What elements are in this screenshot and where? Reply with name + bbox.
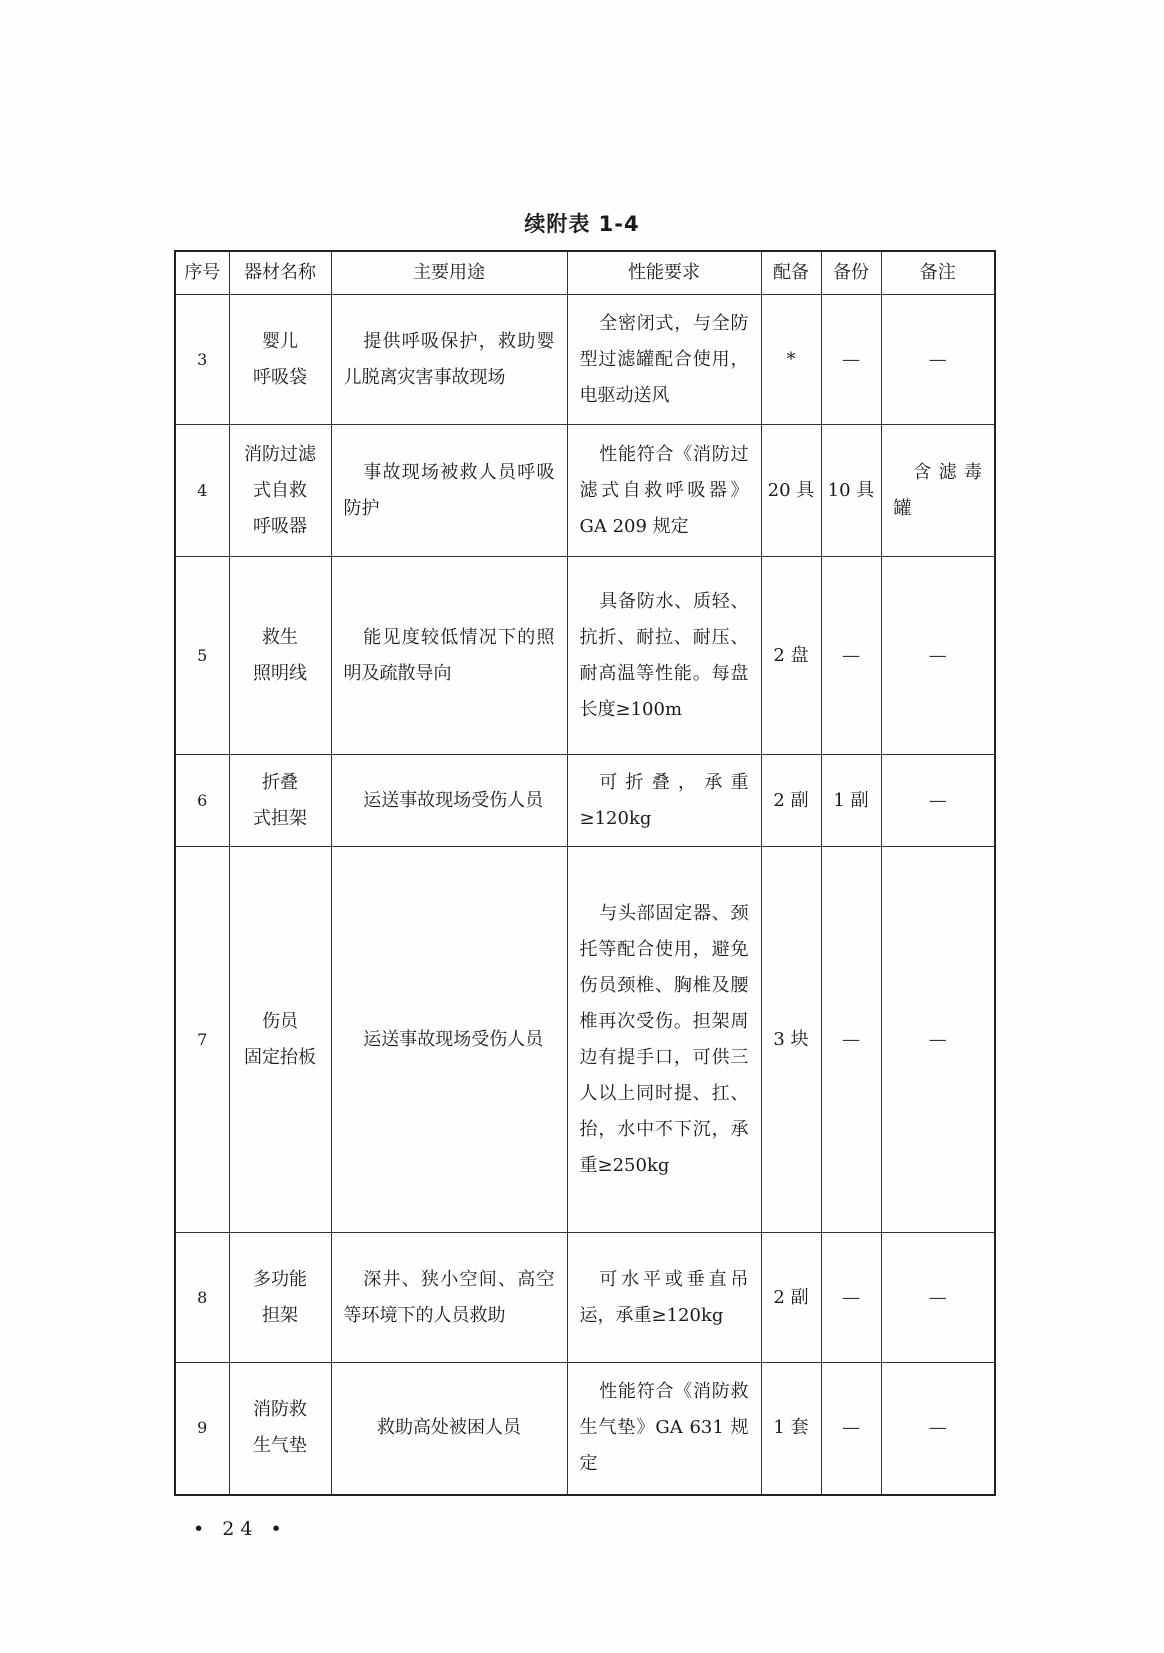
cell-name: [229, 1233, 331, 1363]
name-line: 式自救: [253, 479, 307, 501]
cell-performance: 性能符合《消防救生气垫》GA 631 规定: [567, 1363, 761, 1495]
table-row: [175, 755, 995, 847]
name-line: 照明线: [253, 662, 307, 684]
cell-equip: 2 盘: [761, 557, 821, 755]
cell-equip: 2 副: [761, 1233, 821, 1363]
cell-backup: —: [821, 847, 881, 1233]
cell-note: —: [881, 1363, 995, 1495]
cell-no: 3: [175, 295, 229, 425]
cell-backup: —: [821, 295, 881, 425]
header-use: 主要用途: [331, 251, 567, 295]
name-line: 生气垫: [253, 1435, 307, 1457]
header-name: 器材名称: [229, 251, 331, 295]
cell-use: 能见度较低情况下的照明及疏散导向: [331, 557, 567, 755]
cell-name: [229, 847, 331, 1233]
cell-equip: 20 具: [761, 425, 821, 557]
name-line: 担架: [262, 1304, 298, 1326]
header-note: 备注: [881, 251, 995, 295]
cell-use: 运送事故现场受伤人员: [331, 847, 567, 1233]
cell-note: 含滤毒罐: [881, 425, 995, 557]
cell-no: 6: [175, 755, 229, 847]
cell-performance: 可折叠，承重≥120kg: [567, 755, 761, 847]
header-no: 序号: [175, 251, 229, 295]
cell-equip: *: [761, 295, 821, 425]
table-row: [175, 425, 995, 557]
cell-note: —: [881, 847, 995, 1233]
name-line: 呼吸袋: [253, 366, 307, 388]
page-number: • 24 •: [193, 1518, 288, 1540]
cell-performance: 具备防水、质轻、抗折、耐拉、耐压、耐高温等性能。每盘长度≥100m: [567, 557, 761, 755]
cell-use: 深井、狭小空间、高空等环境下的人员救助: [331, 1233, 567, 1363]
table-row: [175, 295, 995, 425]
cell-backup: —: [821, 557, 881, 755]
cell-use: 运送事故现场受伤人员: [331, 755, 567, 847]
name-line: 伤员: [262, 1010, 298, 1032]
cell-no: 9: [175, 1363, 229, 1495]
name-line: 多功能: [253, 1268, 307, 1290]
name-line: 折叠: [262, 771, 298, 793]
cell-note: —: [881, 755, 995, 847]
name-line: 式担架: [253, 807, 307, 829]
name-line: 婴儿: [262, 330, 298, 352]
name-line: 呼吸器: [253, 515, 307, 537]
name-line: 固定抬板: [244, 1046, 316, 1068]
cell-use: 提供呼吸保护，救助婴儿脱离灾害事故现场: [331, 295, 567, 425]
cell-equip: 1 套: [761, 1363, 821, 1495]
table-row: [175, 847, 995, 1233]
table-row: [175, 1233, 995, 1363]
header-row: [175, 251, 995, 295]
header-performance: 性能要求: [567, 251, 761, 295]
cell-backup: —: [821, 1233, 881, 1363]
cell-no: 4: [175, 425, 229, 557]
cell-no: 5: [175, 557, 229, 755]
cell-performance: 性能符合《消防过滤式自救呼吸器》GA 209 规定: [567, 425, 761, 557]
cell-equip: 2 副: [761, 755, 821, 847]
cell-no: 7: [175, 847, 229, 1233]
table-title: 续附表 1-4: [524, 212, 640, 236]
equipment-table: [174, 250, 996, 1496]
cell-note: —: [881, 557, 995, 755]
cell-backup: 1 副: [821, 755, 881, 847]
name-line: 救生: [262, 626, 298, 648]
cell-note: —: [881, 1233, 995, 1363]
cell-name: [229, 295, 331, 425]
cell-performance: 全密闭式，与全防型过滤罐配合使用，电驱动送风: [567, 295, 761, 425]
cell-name: [229, 1363, 331, 1495]
cell-use: 救助高处被困人员: [331, 1363, 567, 1495]
name-line: 消防救: [253, 1399, 307, 1421]
header-backup: 备份: [821, 251, 881, 295]
cell-name: [229, 557, 331, 755]
cell-performance: 与头部固定器、颈托等配合使用，避免伤员颈椎、胸椎及腰椎再次受伤。担架周边有提手口，可供三人以上同时提、扛、抬，水中不下沉，承重≥250kg: [567, 847, 761, 1233]
table-row: [175, 1363, 995, 1495]
table-row: [175, 557, 995, 755]
cell-use: 事故现场被救人员呼吸防护: [331, 425, 567, 557]
cell-note: —: [881, 295, 995, 425]
cell-name: [229, 425, 331, 557]
header-equip: 配备: [761, 251, 821, 295]
name-line: 消防过滤: [244, 443, 316, 465]
cell-equip: 3 块: [761, 847, 821, 1233]
cell-performance: 可水平或垂直吊运，承重≥120kg: [567, 1233, 761, 1363]
cell-no: 8: [175, 1233, 229, 1363]
cell-backup: 10 具: [821, 425, 881, 557]
cell-name: [229, 755, 331, 847]
cell-backup: —: [821, 1363, 881, 1495]
